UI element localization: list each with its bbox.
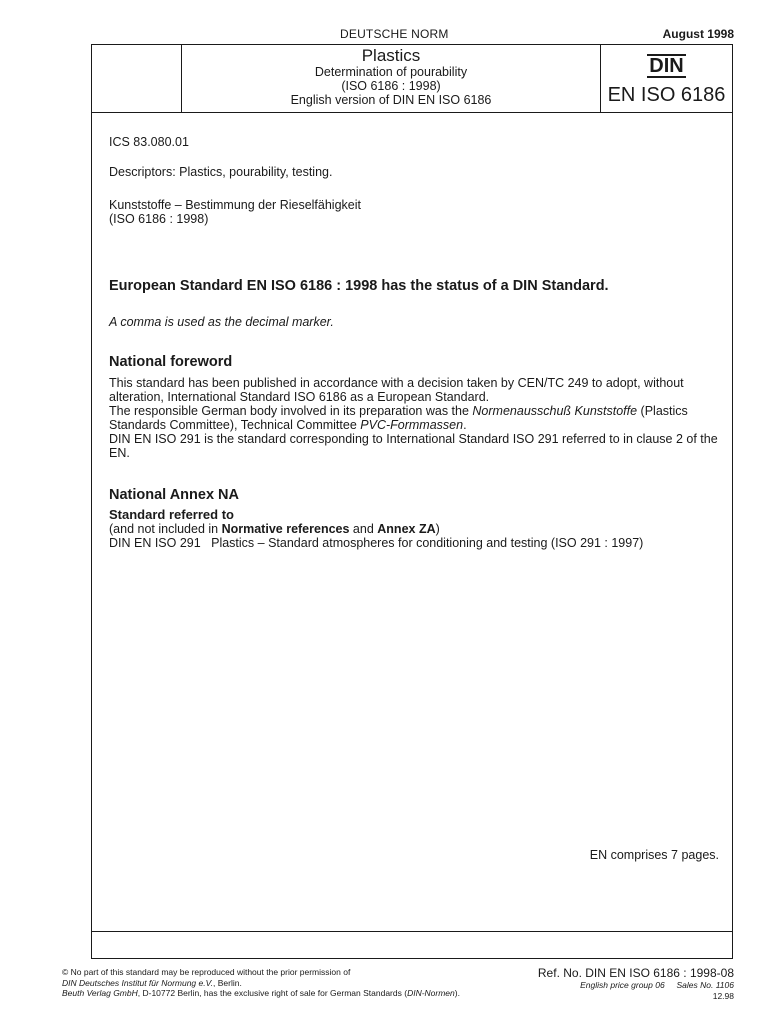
din-normen-label: DIN-Normen: [407, 988, 455, 998]
header-divider: [91, 112, 733, 113]
copyright-line2: [62, 978, 460, 989]
publication-date: August 1998: [662, 27, 734, 41]
standard-number: EN ISO 6186: [607, 84, 726, 106]
annex-note-end: ): [435, 522, 440, 536]
foreword-para2-text2: (Plastics Standards Committee), Technical Committee: [109, 404, 688, 432]
copyright-line1: © No part of this standard may be reproduced without the prior permission of: [62, 967, 351, 977]
price-group: English price group 06 Sales No. 1106: [580, 980, 734, 990]
copyright-line3: [62, 988, 460, 999]
annex-note: [109, 522, 721, 536]
committee-name: Normenausschuß Kunststoffe: [472, 404, 638, 418]
copyright-line2-end: , Berlin.: [213, 977, 242, 988]
title-block: [182, 46, 600, 107]
pages-note: EN comprises 7 pages.: [589, 848, 719, 862]
german-title-line1: Kunststoffe – Bestimmung der Rieselfähigkeit: [109, 198, 361, 212]
annex-heading: National Annex NA: [109, 487, 239, 503]
foreword-section: [109, 376, 721, 460]
header-left-cell: [91, 44, 182, 113]
foreword-para2-end: .: [463, 418, 467, 432]
ics-code: ICS 83.080.01: [109, 135, 189, 149]
beuth-verlag-name: Beuth Verlag GmbH: [62, 988, 138, 998]
annex-note-text: (and not included in: [109, 522, 222, 536]
annex-za-label: Annex ZA: [377, 522, 436, 536]
foreword-para2: [109, 404, 721, 432]
reference-number: Ref. No. DIN EN ISO 6186 : 1998-08: [537, 966, 734, 980]
iso-reference: (ISO 6186 : 1998): [341, 79, 441, 93]
edition-date: 12.98: [712, 991, 734, 1001]
din-logo: [600, 54, 733, 78]
deutsche-norm-label: DEUTSCHE NORM: [340, 27, 449, 41]
din-institute-name: DIN Deutsches Institut für Normung e.V.: [62, 977, 214, 988]
copyright-line3-text: , D-10772 Berlin, has the exclusive right of sale for German Standards (: [137, 988, 408, 998]
document-subtitle: Determination of pourability: [314, 65, 468, 79]
german-title-line2: (ISO 6186 : 1998): [109, 212, 209, 226]
din-logo-text: DIN: [649, 55, 684, 77]
annex-section: [109, 508, 721, 550]
status-statement: European Standard EN ISO 6186 : 1998 has the status of a DIN Standard.: [109, 278, 609, 294]
foreword-para3: DIN EN ISO 291 is the standard corresponding to International Standard ISO 291 referred to in clause 2 of the EN.: [109, 432, 718, 460]
copyright-line3-end: ).: [454, 988, 460, 998]
annex-note-and: and: [349, 522, 378, 536]
foreword-para2-text: The responsible German body involved in its preparation was the: [109, 404, 473, 418]
german-title: [109, 198, 721, 226]
foreword-para1: This standard has been published in accordance with a decision taken by CEN/TC 249 to adopt, without alteration, International Standard ISO 6186 as a European Standard.: [109, 376, 684, 404]
normative-references-label: Normative references: [221, 522, 350, 536]
annex-entry: DIN EN ISO 291 Plastics – Standard atmospheres for conditioning and testing (ISO 291 : 1997): [109, 536, 644, 550]
english-version-note: English version of DIN EN ISO 6186: [290, 93, 492, 107]
copyright-notice: [62, 967, 460, 999]
document-title: Plastics: [361, 46, 421, 65]
footer-reference: [538, 966, 734, 1001]
footer-divider: [91, 931, 733, 932]
annex-subheading: Standard referred to: [109, 507, 234, 522]
decimal-marker-note: A comma is used as the decimal marker.: [109, 315, 334, 329]
technical-committee-name: PVC-Formmassen: [360, 418, 464, 432]
descriptors: Descriptors: Plastics, pourability, testing.: [109, 165, 333, 179]
foreword-heading: National foreword: [109, 354, 233, 370]
